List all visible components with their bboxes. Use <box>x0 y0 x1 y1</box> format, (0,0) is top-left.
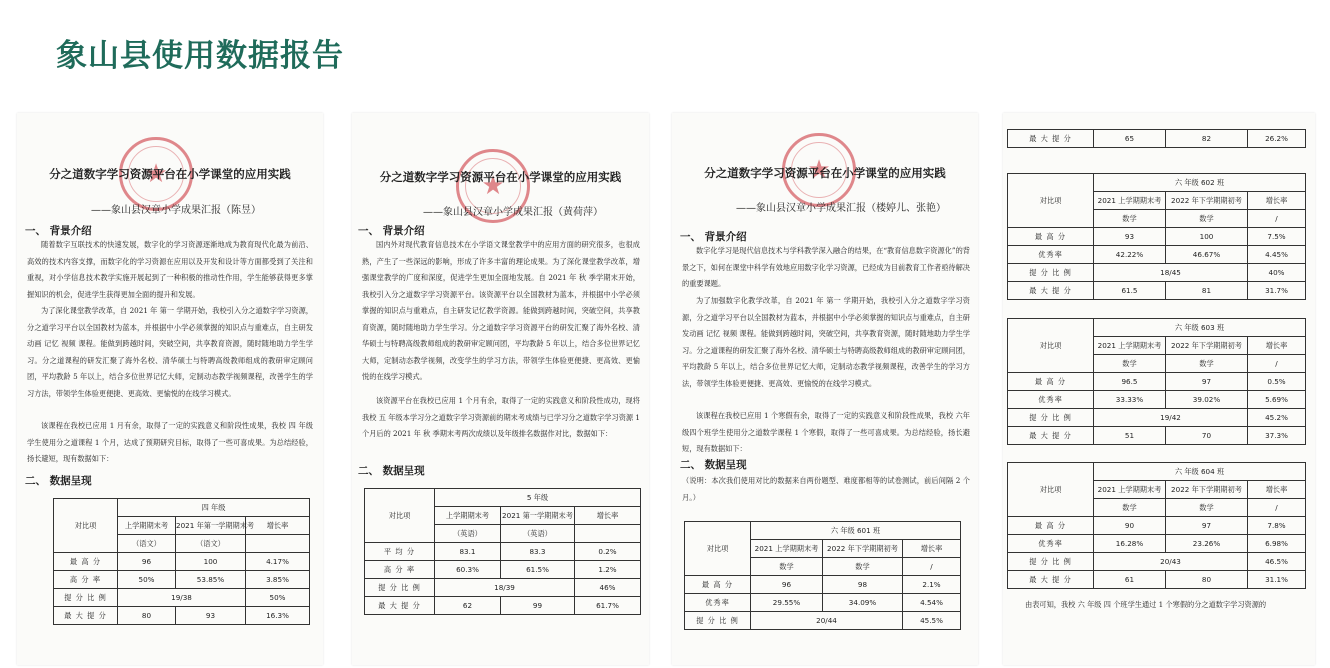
section-heading: 一、 背景介绍 <box>25 225 92 237</box>
table-row <box>1008 427 1306 445</box>
table-cell: 7.8% <box>1248 517 1306 535</box>
row-label: 最 高 分 <box>1008 228 1094 246</box>
table-cell: 81 <box>1166 282 1248 300</box>
table-grade: 六 年级 603 班 <box>1094 319 1306 337</box>
data-table <box>1007 462 1306 589</box>
report-title: 分之道数字学习资源平台在小学课堂的应用实践 <box>49 167 291 181</box>
table-cell: 61.7% <box>575 597 641 615</box>
table-corner: 对比项 <box>1008 174 1094 228</box>
row-label: 最 大 提 分 <box>1008 282 1094 300</box>
table-header: 2022 年下学期期初考 <box>1166 337 1248 355</box>
paragraph: 由表可知，我校 六 年级 四 个班学生通过 1 个寒假的分之道数字学习资源的 <box>1025 600 1267 609</box>
table-cell: 40% <box>1248 264 1306 282</box>
row-label: 提 分 比 例 <box>1008 553 1094 571</box>
paragraph: （说明：本次我们使用对比的数据来自两份题型、难度都相等的试卷测试，前后间隔 2 个月。） <box>682 476 970 502</box>
table-cell: 96 <box>751 576 823 594</box>
table-subheader: （英语） <box>435 525 501 543</box>
table-cell: 4.17% <box>246 553 310 571</box>
table-cell: 16.28% <box>1094 535 1166 553</box>
table-cell: 2.1% <box>903 576 961 594</box>
table-header: 2022 年下学期期初考 <box>823 540 903 558</box>
table-subheader: / <box>903 558 961 576</box>
row-label: 提 分 比 例 <box>1008 264 1094 282</box>
table-header: 上学期期末考 <box>118 517 176 535</box>
table-cell: 7.5% <box>1248 228 1306 246</box>
section-heading: 二、 数据呈现 <box>358 465 425 477</box>
report-title: 分之道数字学习资源平台在小学课堂的应用实践 <box>704 166 946 180</box>
table-row <box>685 594 961 612</box>
row-label: 最 高 分 <box>1008 517 1094 535</box>
table-cell: 29.55% <box>751 594 823 612</box>
table-row <box>1008 228 1306 246</box>
table-cell: 65 <box>1094 130 1166 148</box>
table-cell: 83.3 <box>501 543 575 561</box>
table-subheader <box>246 535 310 553</box>
slide-title: 象山县使用数据报告 <box>56 38 344 74</box>
paragraph: 为了加强数字化教学改革，自 2021 年 第一 学期开始，我校引入分之道数字学习资源，分之道学习平台以全国教材为蓝本，并根据中小学必须掌握的知识点与重难点，自主研发动画 记忆 视频 课程。能做到跨越时间，突破空间，共享教育资源，随时随地助力学生学习。分之道课程的研发汇聚了海外名校、清华硕士与特聘高级教师组成的教研审定顾问团，平均教龄 5 年以上，结合多位世界记忆大师，定制动态教学视频课程，改善学生的学习方法，带领学生体验更便捷、更高效、更愉悦的在线学习模式。 <box>682 296 970 388</box>
table-subheader: 数学 <box>823 558 903 576</box>
row-label: 最 大 提 分 <box>1008 427 1094 445</box>
table-cell: 6.98% <box>1248 535 1306 553</box>
table-row <box>365 543 641 561</box>
row-label: 提 分 比 例 <box>365 579 435 597</box>
table-row <box>685 576 961 594</box>
table-cell: 46.67% <box>1166 246 1248 264</box>
row-label: 最 大 提 分 <box>1008 571 1094 589</box>
table-cell: 61.5 <box>1094 282 1166 300</box>
table-cell: 23.26% <box>1166 535 1248 553</box>
table-grade: 六 年级 604 班 <box>1094 463 1306 481</box>
table-row <box>54 607 310 625</box>
table-header: 2021 上学期期末考 <box>1094 192 1166 210</box>
row-label: 最 大 提 分 <box>54 607 118 625</box>
data-table <box>53 498 310 625</box>
table-cell: 45.2% <box>1248 409 1306 427</box>
table-row <box>1008 246 1306 264</box>
table-cell: 1.2% <box>575 561 641 579</box>
table-subheader: 数学 <box>1094 499 1166 517</box>
row-label: 最 高 分 <box>54 553 118 571</box>
table-cell: 31.7% <box>1248 282 1306 300</box>
table-corner: 对比项 <box>54 499 118 553</box>
table-cell: 20/43 <box>1094 553 1248 571</box>
table-header: 增长率 <box>1248 192 1306 210</box>
table-row <box>1008 391 1306 409</box>
table-grade: 六 年级 602 班 <box>1094 174 1306 192</box>
table-cell: 19/42 <box>1094 409 1248 427</box>
table-cell: 51 <box>1094 427 1166 445</box>
data-table-continued <box>1007 129 1306 148</box>
table-cell: 80 <box>1166 571 1248 589</box>
table-corner: 对比项 <box>1008 319 1094 373</box>
table-subheader: / <box>1248 210 1306 228</box>
table-subheader <box>575 525 641 543</box>
row-label: 提 分 比 例 <box>1008 409 1094 427</box>
table-cell: 96.5 <box>1094 373 1166 391</box>
table-header: 增长率 <box>1248 481 1306 499</box>
report-page-3 <box>672 113 978 665</box>
table-header: 2022 年下学期期初考 <box>1166 481 1248 499</box>
table-cell: 97 <box>1166 373 1248 391</box>
table-cell: 37.3% <box>1248 427 1306 445</box>
table-cell: 16.3% <box>246 607 310 625</box>
table-subheader: / <box>1248 355 1306 373</box>
table-row <box>1008 373 1306 391</box>
table-header: 增长率 <box>575 507 641 525</box>
row-label: 高 分 率 <box>54 571 118 589</box>
table-subheader: 数学 <box>1094 210 1166 228</box>
row-label: 最 高 分 <box>1008 373 1094 391</box>
paragraph: 该课程在我校已应用 1 月有余，取得了一定的实践意义和阶段性成果，我校 四 年级学生使用分之道课程 1 个月，达成了预期研究目标，取得了一些可喜成果。为总结经验，扬长避短，现有数据如下： <box>27 421 313 463</box>
table-cell: 100 <box>1166 228 1248 246</box>
row-label: 优秀率 <box>1008 391 1094 409</box>
table-cell: 33.33% <box>1094 391 1166 409</box>
table-cell: 82 <box>1166 130 1248 148</box>
data-table <box>364 488 641 615</box>
table-cell: 70 <box>1166 427 1248 445</box>
table-header: 2021 上学期期末考 <box>751 540 823 558</box>
table-row <box>1008 130 1306 148</box>
table-cell: 26.2% <box>1248 130 1306 148</box>
table-cell: 4.54% <box>903 594 961 612</box>
row-label: 提 分 比 例 <box>685 612 751 630</box>
table-cell: 0.2% <box>575 543 641 561</box>
row-label: 优秀率 <box>1008 535 1094 553</box>
table-subheader: 数学 <box>1094 355 1166 373</box>
data-table <box>1007 318 1306 445</box>
table-cell: 39.02% <box>1166 391 1248 409</box>
table-cell: 93 <box>176 607 246 625</box>
table-grade: 5 年级 <box>435 489 641 507</box>
row-label: 最 大 提 分 <box>1008 130 1094 148</box>
table-cell: 80 <box>118 607 176 625</box>
table-header: 2021 年第一学期期末考 <box>176 517 246 535</box>
table-cell: 62 <box>435 597 501 615</box>
row-label: 高 分 率 <box>365 561 435 579</box>
row-label: 最 高 分 <box>685 576 751 594</box>
row-label: 优秀率 <box>685 594 751 612</box>
table-cell: 96 <box>118 553 176 571</box>
table-cell: 97 <box>1166 517 1248 535</box>
table-cell: 5.69% <box>1248 391 1306 409</box>
table-row <box>685 612 961 630</box>
table-header: 2022 年下学期期初考 <box>1166 192 1248 210</box>
table-corner: 对比项 <box>365 489 435 543</box>
table-row <box>1008 535 1306 553</box>
table-cell: 42.22% <box>1094 246 1166 264</box>
table-subheader: 数学 <box>1166 499 1248 517</box>
table-row <box>54 571 310 589</box>
table-cell: 46.5% <box>1248 553 1306 571</box>
table-cell: 100 <box>176 553 246 571</box>
table-subheader: （英语） <box>501 525 575 543</box>
table-header: 2021 上学期期末考 <box>1094 481 1166 499</box>
table-grade: 六 年级 601 班 <box>751 522 961 540</box>
table-subheader: （语文） <box>118 535 176 553</box>
table-cell: 18/39 <box>435 579 575 597</box>
data-table <box>1007 173 1306 300</box>
table-header: 增长率 <box>246 517 310 535</box>
table-cell: 45.5% <box>903 612 961 630</box>
report-subtitle: ——象山县汉章小学成果汇报（楼婷儿、张艳） <box>736 203 946 214</box>
row-label: 提 分 比 例 <box>54 589 118 607</box>
table-row <box>1008 517 1306 535</box>
table-row <box>365 579 641 597</box>
table-row <box>1008 264 1306 282</box>
table-row <box>1008 553 1306 571</box>
table-row <box>54 553 310 571</box>
table-row <box>365 561 641 579</box>
table-row <box>1008 282 1306 300</box>
section-heading: 二、 数据呈现 <box>25 475 92 487</box>
table-cell: 19/38 <box>118 589 246 607</box>
table-subheader: 数学 <box>1166 210 1248 228</box>
report-title: 分之道数字学习资源平台在小学课堂的应用实践 <box>379 170 622 184</box>
section-heading: 一、 背景介绍 <box>358 225 425 237</box>
table-corner: 对比项 <box>685 522 751 576</box>
table-cell: 46% <box>575 579 641 597</box>
paragraph: 数字化学习是现代信息技术与学科教学深入融合的结果，在“教育信息数字资源化”的背景之下，如何在课堂中科学有效地应用数字化学习资源，已经成为目前教育工作者亟待解决的重要课题。 <box>682 246 970 288</box>
table-cell: 83.1 <box>435 543 501 561</box>
table-cell: 50% <box>118 571 176 589</box>
table-header: 上学期期末考 <box>435 507 501 525</box>
table-cell: 34.09% <box>823 594 903 612</box>
table-header: 2021 上学期期末考 <box>1094 337 1166 355</box>
paragraph: 为了深化课堂教学改革，自 2021 年 第一 学期开始，我校引入分之道数字学习资源，分之道学习平台以全国教材为蓝本，并根据中小学必须掌握的知识点与重难点，自主研发动画 记忆 视频 课程。能做到跨越时间，突破空间，共享教育资源，随时随地助力学生学习。分之道课程的研发汇聚了海外名校、清华硕士与特聘高级教师组成的教研审定顾问团，平均教龄 5 年以上，结合多位世界记忆大师，定制动态教学视频课程，改善学生的学习方法，带领学生体验更便捷、更高效、更愉悦的在线学习模式。 <box>27 306 313 398</box>
table-cell: 61 <box>1094 571 1166 589</box>
table-row <box>1008 409 1306 427</box>
paragraph: 该资源平台在我校已应用 1 个月有余，取得了一定的实践意义和阶段性成功，现将我校 五 年级本学习分之道数字学习资源前的期末考成绩与已学习分之道数字学习资源 1 个月后的 2021 年 秋 季期末考两次成绩以及年级排名数据作对比，数据如下： <box>362 396 640 438</box>
table-row <box>54 589 310 607</box>
table-cell: 60.3% <box>435 561 501 579</box>
section-heading: 一、 背景介绍 <box>680 231 747 243</box>
paragraph: 国内外对现代教育信息技术在小学语文课堂教学中的应用方面的研究很多，也很成熟，产生了一些深远的影响，形成了许多丰富的理论成果。为了深化课堂教学改革，增强课堂教学的广度和深度，促进学生更加全面地发展。自 2021 年 秋 季学期末开始，我校引入分之道数字学习资源平台。该资源平台以全国教材为蓝本，并根据中小学必须掌握的知识点与重难点，自主研发记忆教学资源。能做到跨越时间，突破空间，共享教育资源，随时随地助力学生学习。分之道数字学习资源平台的研发汇聚了海外名校、清华硕士与特聘高级教师组成的教研审定顾问团，平均教龄 5 年以上，结合多位世界记忆大师，定制动态教学视频，改变学生的学习方法，带领学生体验更便捷、更高效、更愉悦的在线学习模式。 <box>362 240 640 381</box>
report-page-4 <box>1003 113 1315 665</box>
table-subheader: （语文） <box>176 535 246 553</box>
table-subheader: / <box>1248 499 1306 517</box>
table-row <box>365 597 641 615</box>
report-page-2 <box>352 113 649 665</box>
table-cell: 93 <box>1094 228 1166 246</box>
row-label: 平 均 分 <box>365 543 435 561</box>
report-subtitle: ——象山县汉章小学成果汇报（黄荷萍） <box>423 207 603 218</box>
table-cell: 99 <box>501 597 575 615</box>
table-cell: 20/44 <box>751 612 903 630</box>
table-subheader: 数学 <box>751 558 823 576</box>
table-header: 2021 第一学期期末考 <box>501 507 575 525</box>
table-row <box>1008 571 1306 589</box>
section-heading: 二、 数据呈现 <box>680 459 747 471</box>
table-cell: 98 <box>823 576 903 594</box>
table-cell: 31.1% <box>1248 571 1306 589</box>
table-cell: 53.85% <box>176 571 246 589</box>
table-header: 增长率 <box>1248 337 1306 355</box>
table-cell: 3.85% <box>246 571 310 589</box>
table-subheader: 数学 <box>1166 355 1248 373</box>
paragraph: 该课程在我校已应用 1 个寒假有余，取得了一定的实践意义和阶段性成果，我校 六年级四个班学生使用分之道数学课程 1 个寒假，取得了一些可喜成果。为总结经验，扬长避短，现有数据如下： <box>682 411 970 453</box>
report-page-1 <box>17 113 323 665</box>
report-subtitle: ——象山县汉章小学成果汇报（陈昱） <box>91 205 261 216</box>
row-label: 优秀率 <box>1008 246 1094 264</box>
table-cell: 90 <box>1094 517 1166 535</box>
paragraph: 随着数字互联技术的快速发展，数字化的学习资源逐渐地成为教育现代化最为前沿、高效的技术内容支撑，而数字化的学习资源在应用以及开发和设计等方面都受到了关注和重视，对小学信息技术教学实施开展起到了一种积极的推动性作用，学生能够获得更多掌握知识的机会，促进学生获得更加全面的提升和发展。 <box>27 240 313 299</box>
row-label: 最 大 提 分 <box>365 597 435 615</box>
table-corner: 对比项 <box>1008 463 1094 517</box>
table-cell: 4.45% <box>1248 246 1306 264</box>
table-cell: 61.5% <box>501 561 575 579</box>
table-cell: 50% <box>246 589 310 607</box>
data-table <box>684 521 961 630</box>
table-cell: 18/45 <box>1094 264 1248 282</box>
table-header: 增长率 <box>903 540 961 558</box>
table-grade: 四 年级 <box>118 499 310 517</box>
table-cell: 0.5% <box>1248 373 1306 391</box>
